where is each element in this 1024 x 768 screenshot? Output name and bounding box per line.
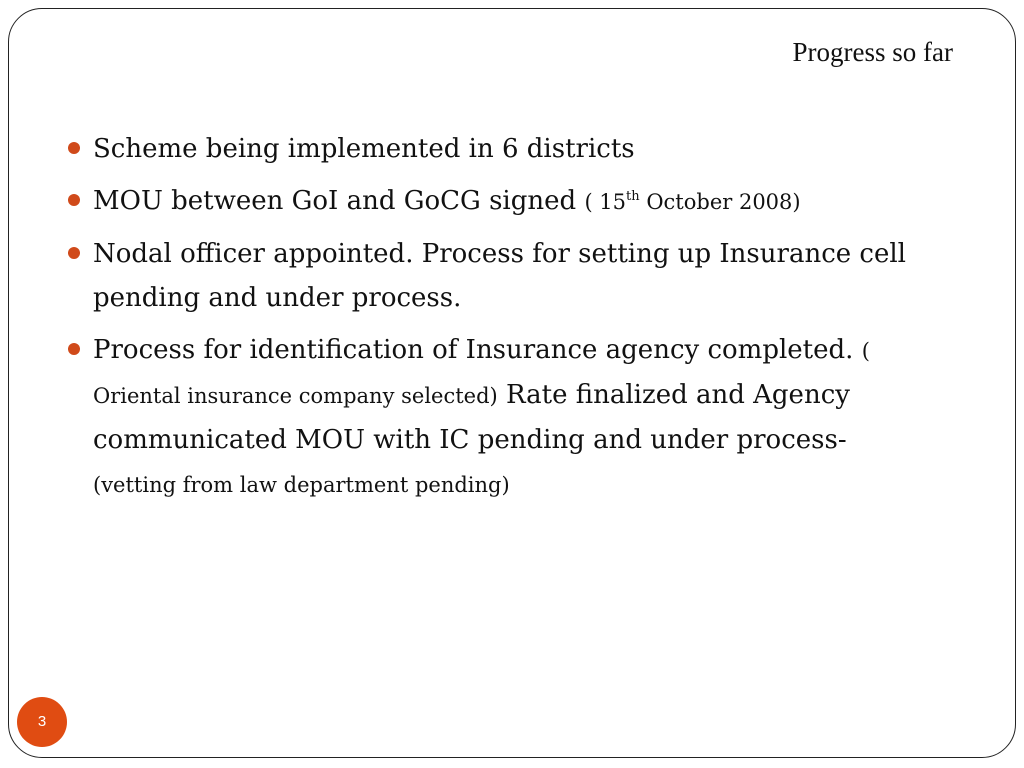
bullet-note: (vetting from law department pending) bbox=[93, 473, 510, 497]
bullet-dot-icon bbox=[68, 343, 80, 355]
bullet-dot-icon bbox=[68, 142, 80, 154]
bullet-text: Process for identification of Insurance agency completed. bbox=[93, 335, 862, 365]
bullet-item bbox=[65, 179, 945, 224]
bullet-item bbox=[65, 232, 945, 320]
bullet-dot-icon bbox=[68, 247, 80, 259]
bullet-dot-icon bbox=[68, 194, 80, 206]
bullet-list bbox=[65, 127, 945, 515]
bullet-item bbox=[65, 328, 945, 507]
bullet-note: ( Oriental insurance company selected) bbox=[93, 339, 870, 408]
bullet-note bbox=[584, 190, 800, 214]
page-number-badge: 3 bbox=[17, 697, 67, 747]
bullet-text: Nodal officer appointed. Process for setting up Insurance cell pending and under process. bbox=[93, 239, 906, 313]
bullet-text: Rate finalized and Agency communicated MOU with IC pending and under process- bbox=[93, 380, 850, 455]
bullet-text: Scheme being implemented in 6 districts bbox=[93, 134, 635, 164]
ordinal-suffix: th bbox=[626, 189, 640, 204]
date-note-open: ( 15 bbox=[584, 190, 627, 214]
date-note-close: October 2008) bbox=[639, 190, 801, 214]
bullet-text: MOU between GoI and GoCG signed bbox=[93, 186, 585, 216]
bullet-item bbox=[65, 127, 945, 171]
slide bbox=[8, 8, 1016, 758]
slide-title: Progress so far bbox=[792, 37, 953, 67]
